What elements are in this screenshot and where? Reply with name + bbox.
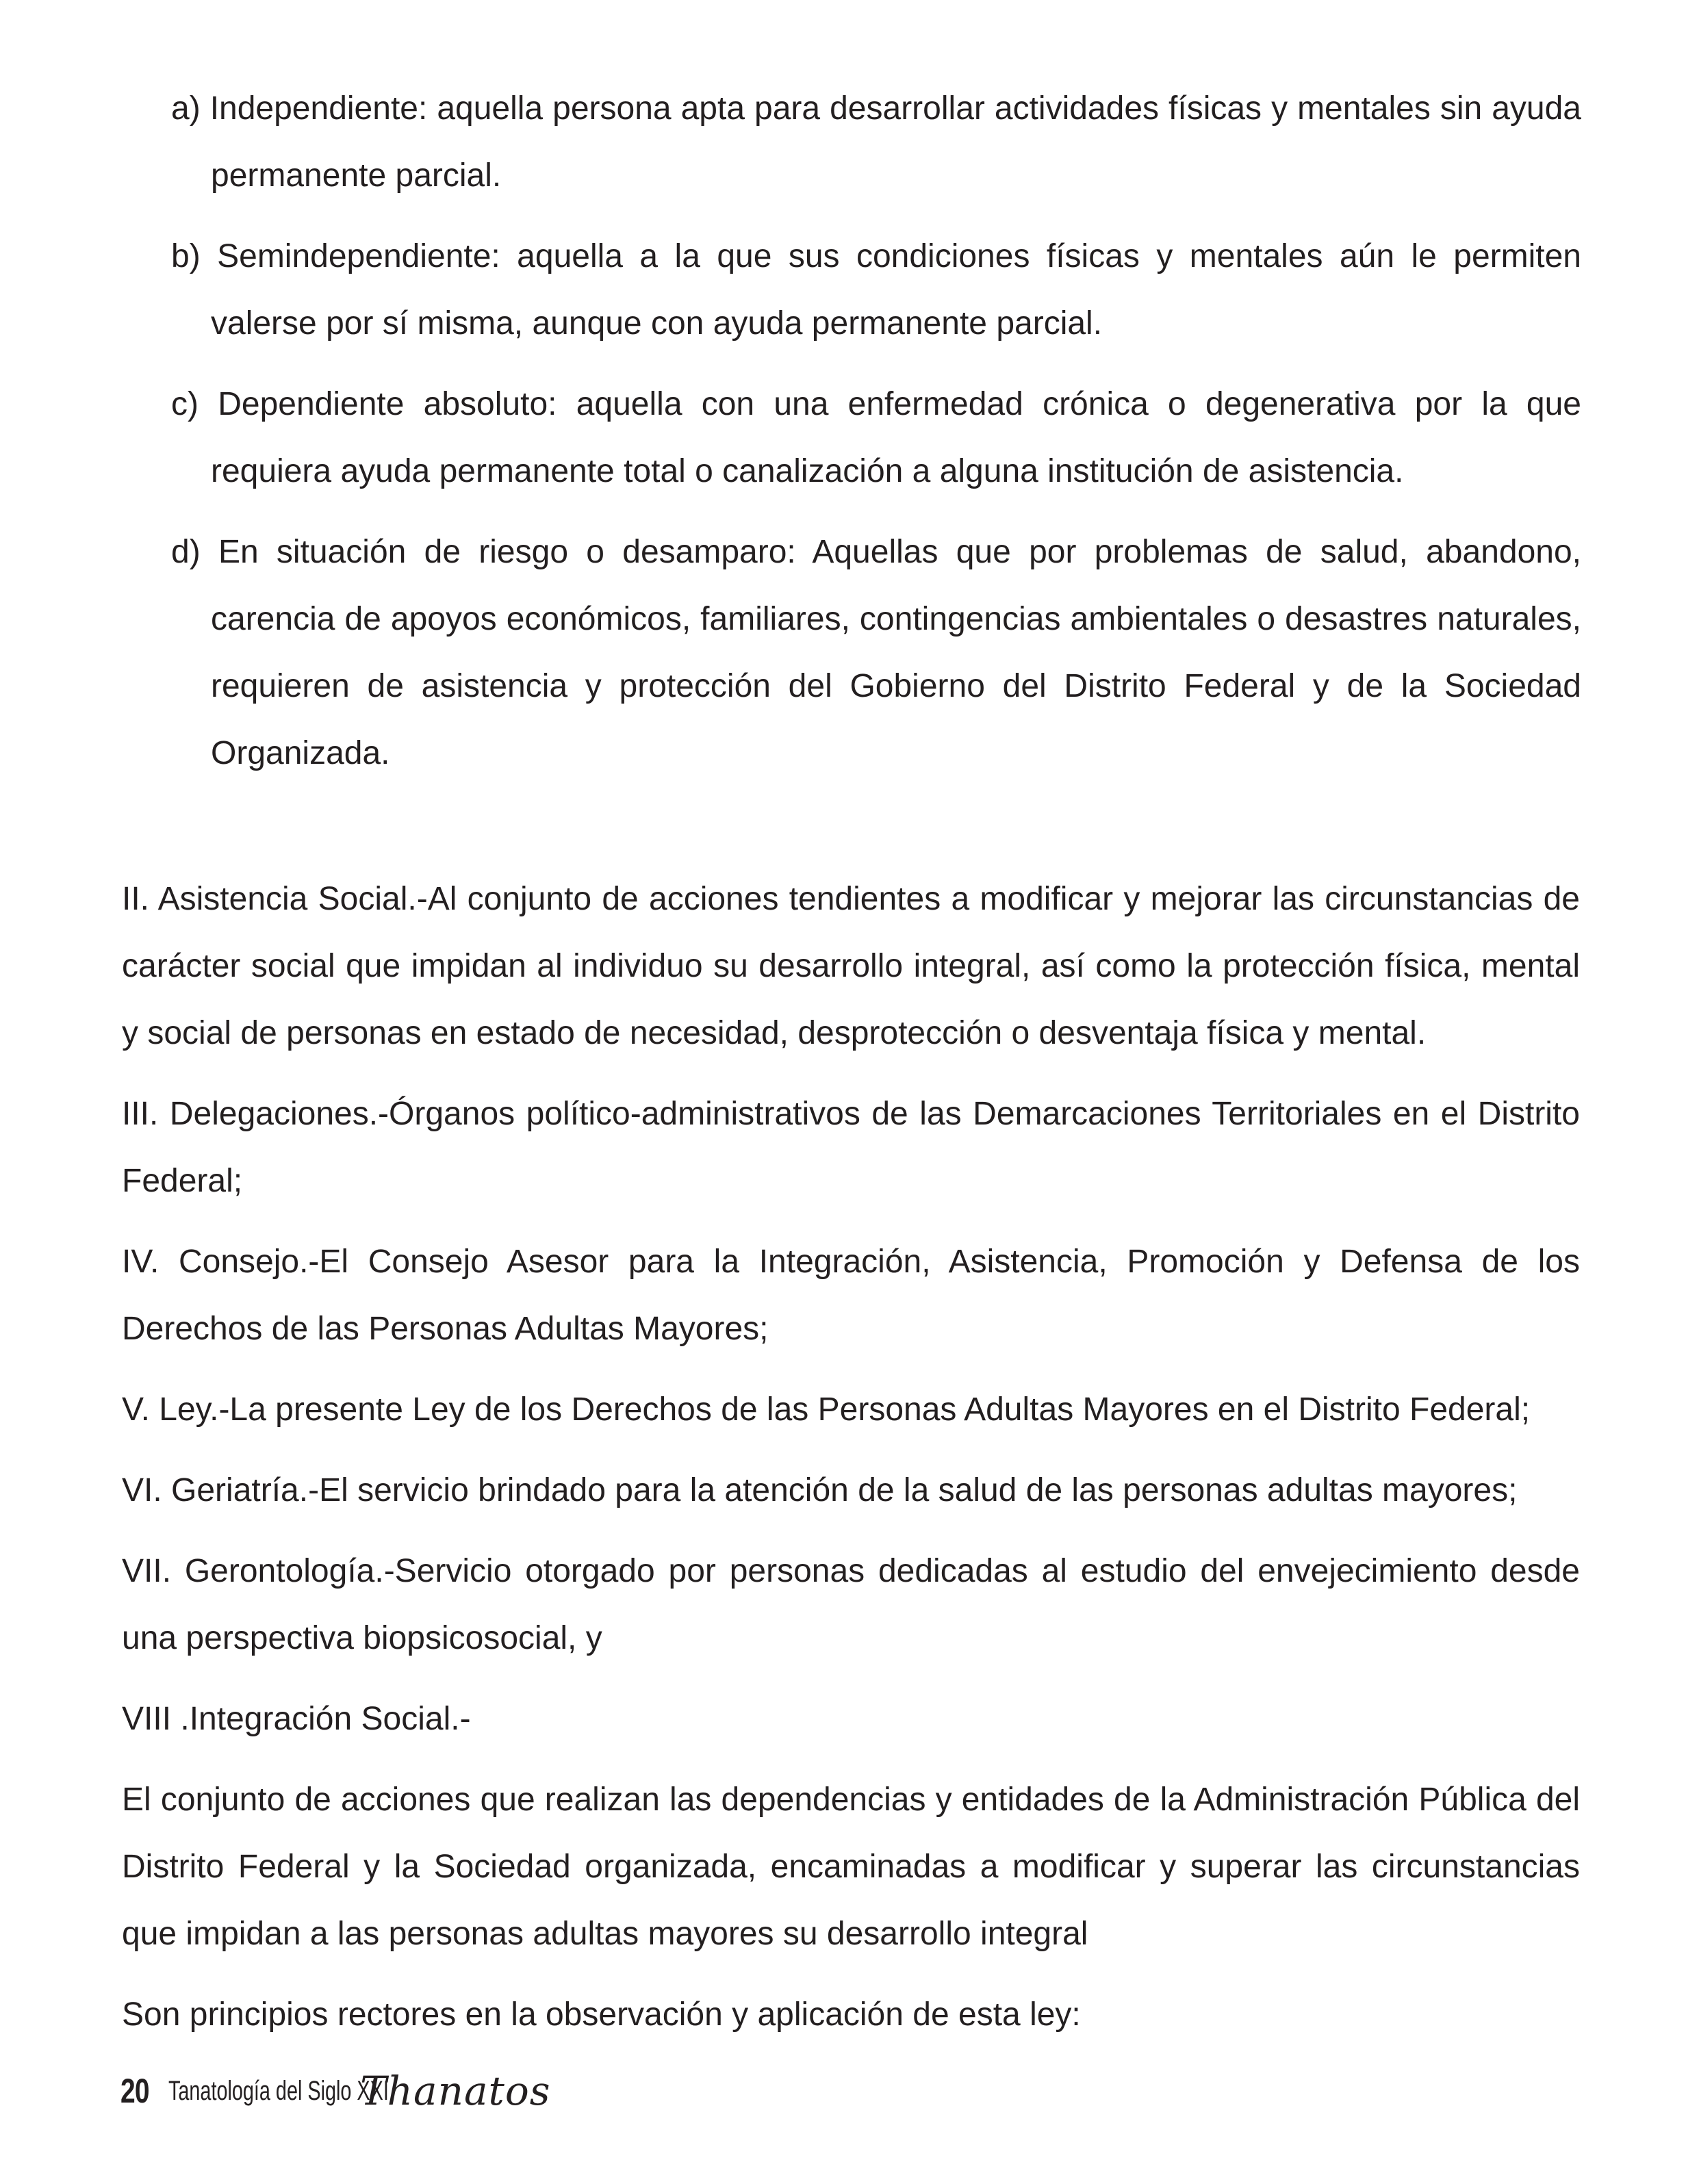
definition-ley: V. Ley.-La presente Ley de los Derechos de las Personas Adultas Mayores en el Distrito Federal; [122,1391,1531,1428]
thanatos-logo: Thanatos [360,2068,551,2114]
definitions-section [122,866,1580,2062]
list-item-text: d) En situación de riesgo o desamparo: Aquellas que por problemas de salud, abandono, carencia de apoyos económicos, familiares, contingencias ambientales o desastres naturales, requieren de asistencia y protección del Gobierno del Distrito Federal y de la Sociedad Organizada. [171,534,1581,771]
definition-integracion-social: VIII .Integración Social.- [122,1701,471,1737]
principles-intro: Son principios rectores en la observación y aplicación de esta ley: [122,1996,1081,2033]
definition-consejo: IV. Consejo.-El Consejo Asesor para la Integración, Asistencia, Promoción y Defensa de los Derechos de las Personas Adultas Mayores; [122,1244,1580,1347]
list-item-a [171,75,1581,209]
list-item-c [171,371,1581,505]
list-item-d [171,519,1581,787]
list-item-text: c) Dependiente absoluto: aquella con una enfermedad crónica o degenerativa por la que requiera ayuda permanente total o canalización a alguna institución de asistencia. [171,386,1581,489]
publication-title: Tanatología del Siglo XXI [168,2075,389,2106]
page-number: 20 [120,2072,149,2110]
definition-asistencia-social: II. Asistencia Social.-Al conjunto de acciones tendientes a modificar y mejorar las circunstancias de carácter social que impidan al individuo su desarrollo integral, así como la protección física, mental y social de personas en estado de necesidad, desprotección o desventaja física y mental. [122,881,1580,1051]
definition-delegaciones: III. Delegaciones.-Órganos político-administrativos de las Demarcaciones Territoriales en el Distrito Federal; [122,1096,1580,1199]
definition-geriatria: VI. Geriatría.-El servicio brindado para la atención de la salud de las personas adultas mayores; [122,1472,1518,1508]
definition-integracion-social-body: El conjunto de acciones que realizan las dependencias y entidades de la Administración Pública del Distrito Federal y la Sociedad organizada, encaminadas a modificar y superar las circunstancias que impidan a las personas adultas mayores su desarrollo integral [122,1782,1580,1952]
page-footer [120,2060,551,2122]
list-item-text: a) Independiente: aquella persona apta para desarrollar actividades físicas y mentales sin ayuda permanente parcial. [171,90,1581,194]
classification-list [171,75,1581,801]
definition-gerontologia: VII. Gerontología.-Servicio otorgado por personas dedicadas al estudio del envejecimiento desde una perspectiva biopsicosocial, y [122,1553,1580,1656]
list-item-b [171,223,1581,357]
list-item-text: b) Semindependiente: aquella a la que sus condiciones físicas y mentales aún le permiten valerse por sí misma, aunque con ayuda permanente parcial. [171,238,1581,342]
